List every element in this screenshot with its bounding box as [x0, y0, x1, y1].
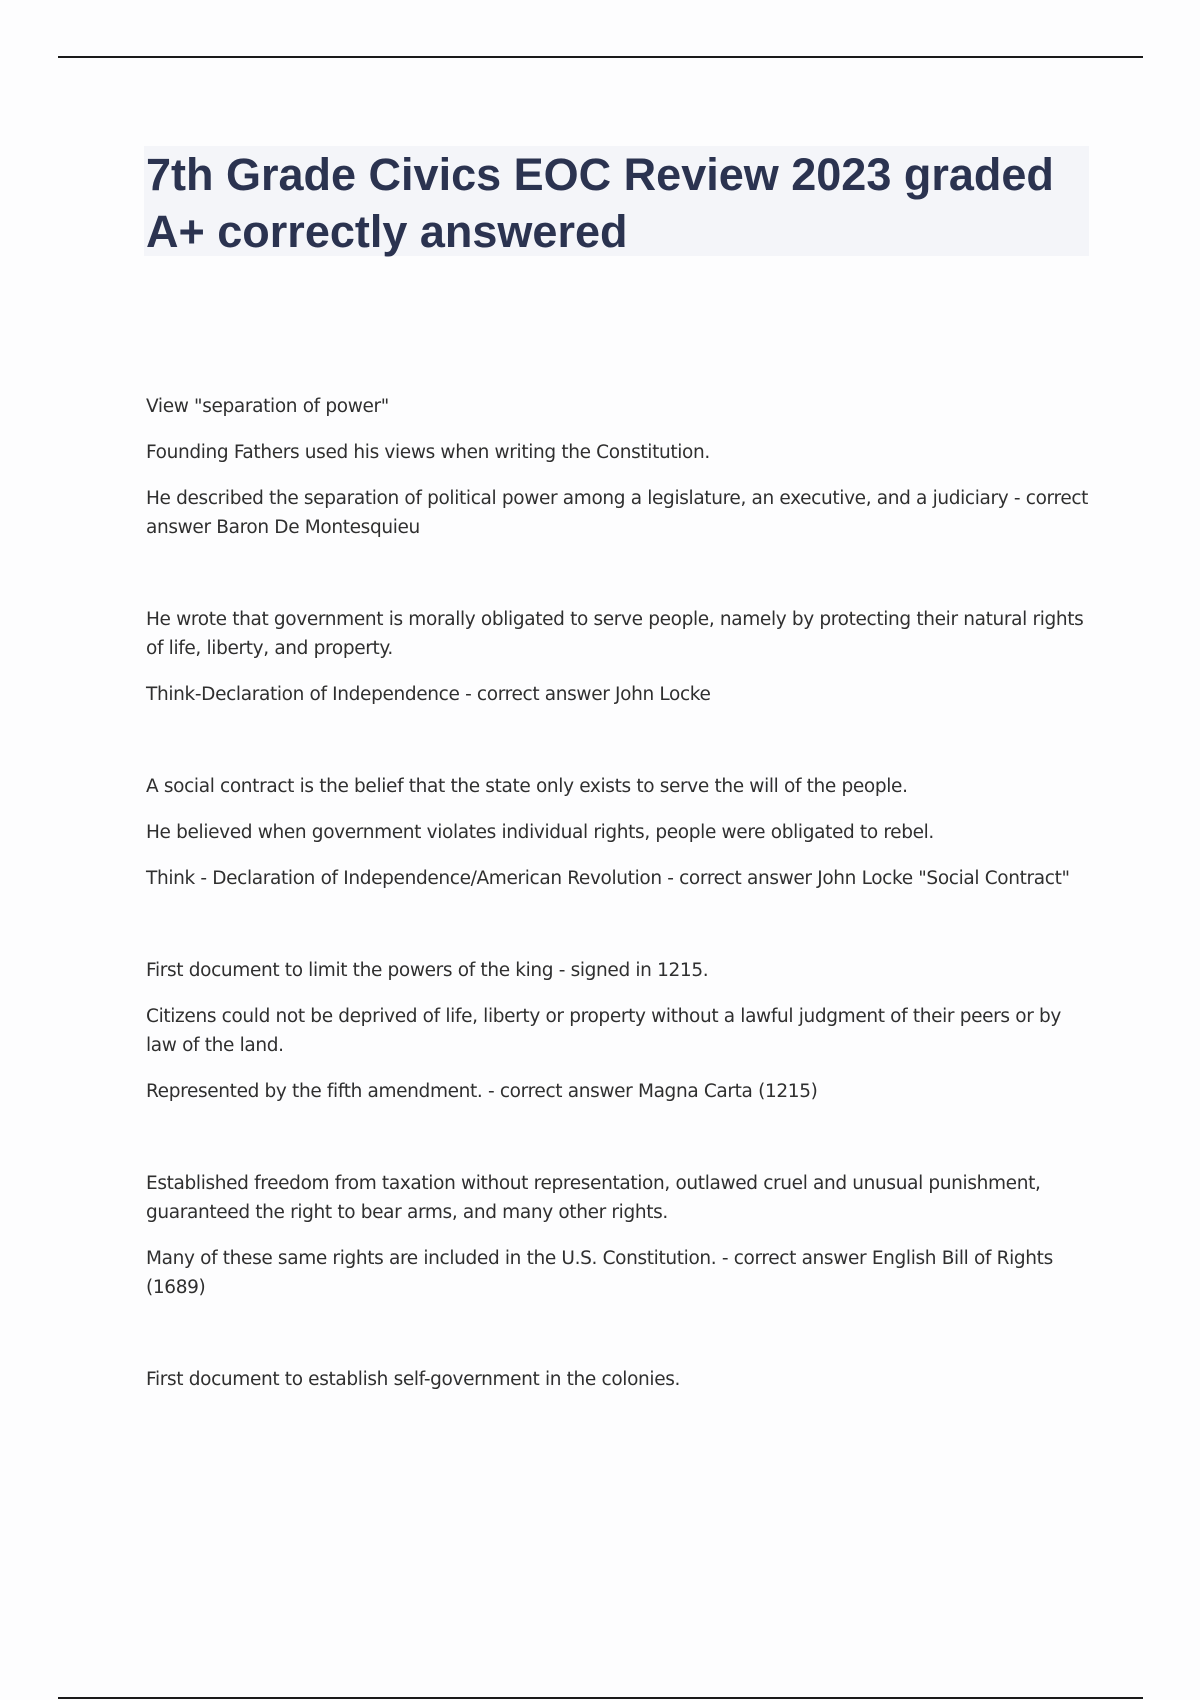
entry-text: He wrote that government is morally obligated to serve people, namely by protecting their natural rights of life, liberty, and property.: [146, 609, 1084, 659]
qa-entry-6: [146, 1365, 1091, 1394]
entry-text: Many of these same rights are included in the U.S. Constitution. - correct answer English Bill of Rights (1689): [146, 1248, 1053, 1298]
entry-text: Think - Declaration of Independence/American Revolution - correct answer John Locke "Social Contract": [146, 868, 1070, 889]
entry-text: A social contract is the belief that the state only exists to serve the will of the people.: [146, 776, 908, 797]
entry-text: First document to establish self-government in the colonies.: [146, 1369, 681, 1390]
qa-entry-2: [146, 605, 1091, 709]
qa-entry-1: [146, 392, 1091, 542]
qa-entry-5: [146, 1169, 1091, 1302]
entry-text: Established freedom from taxation without representation, outlawed cruel and unusual punishment, guaranteed the right to bear arms, and many other rights.: [146, 1173, 1041, 1223]
entry-text: Think-Declaration of Independence - correct answer John Locke: [146, 684, 711, 705]
entry-text: He believed when government violates individual rights, people were obligated to rebel.: [146, 822, 934, 843]
entry-text: Represented by the fifth amendment. - correct answer Magna Carta (1215): [146, 1081, 818, 1102]
top-divider: [58, 56, 1143, 58]
document-body: [146, 392, 1091, 1457]
entry-text: He described the separation of political power among a legislature, an executive, and a judiciary - correct answer Baron De Montesquieu: [146, 488, 1089, 538]
bottom-divider: [58, 1697, 1143, 1699]
entry-text: Citizens could not be deprived of life, liberty or property without a lawful judgment of their peers or by law of the land.: [146, 1006, 1061, 1056]
qa-entry-4: [146, 956, 1091, 1106]
entry-text: Founding Fathers used his views when writing the Constitution.: [146, 442, 710, 463]
qa-entry-3: [146, 772, 1091, 893]
entry-text: First document to limit the powers of the king - signed in 1215.: [146, 960, 709, 981]
page-title: 7th Grade Civics EOC Review 2023 graded A+ correctly answered: [146, 149, 1054, 257]
entry-text: View "separation of power": [146, 396, 389, 417]
